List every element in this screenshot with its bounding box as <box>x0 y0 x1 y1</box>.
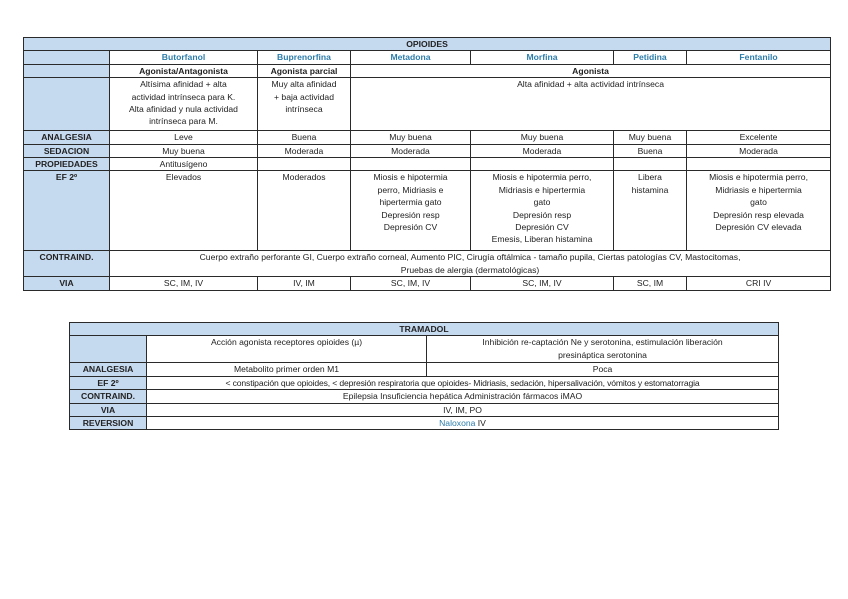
tramadol-via-cell: IV, IM, PO <box>147 403 779 416</box>
tramadol-reversion-cell <box>147 417 779 430</box>
analgesia-cell: Muy buena <box>471 131 614 144</box>
row-label-empty <box>70 336 147 363</box>
propiedades-cell: Antitusígeno <box>110 158 258 171</box>
drug-butorfanol: Butorfanol <box>110 51 258 64</box>
via-cell: SC, IM <box>614 277 687 290</box>
sedacion-cell: Moderada <box>471 144 614 157</box>
corner-cell <box>24 51 110 64</box>
via-cell: CRI IV <box>687 277 831 290</box>
mech-buprenorfina: Muy alta afinidad + baja actividad intrínseca <box>258 78 351 131</box>
ef2-row <box>24 171 831 251</box>
analgesia-row <box>24 131 831 144</box>
tramadol-ef2-row <box>70 376 779 389</box>
mechanism-row <box>24 78 831 131</box>
drug-header-row <box>24 51 831 64</box>
sedacion-cell: Buena <box>614 144 687 157</box>
opioides-title: OPIOIDES <box>24 38 831 51</box>
sedacion-row <box>24 144 831 157</box>
via-cell: SC, IM, IV <box>110 277 258 290</box>
tramadol-analgesia-left: Metabolito primer orden M1 <box>147 363 427 376</box>
reversion-route: IV <box>475 418 486 429</box>
tramadol-ef2-cell: < constipación que opioides, < depresión respiratoria que opioides- Midriasis, sedación, hipersalivación, vómitos y estomatorragia <box>147 376 779 389</box>
sedacion-cell: Moderada <box>687 144 831 157</box>
row-label-contraind: CONTRAIND. <box>70 390 147 403</box>
tramadol-via-row <box>70 403 779 416</box>
tramadol-reversion-row <box>70 417 779 430</box>
row-label-ef2: EF 2º <box>70 376 147 389</box>
opioides-table <box>23 37 831 291</box>
row-label-via: VIA <box>24 277 110 290</box>
naloxona-text: Naloxona <box>439 418 476 429</box>
tramadol-contraind-row <box>70 390 779 403</box>
ef2-cell: Elevados <box>110 171 258 251</box>
class-row <box>24 64 831 77</box>
mech-others: Alta afinidad + alta actividad intrínseca <box>351 78 831 131</box>
sedacion-cell: Moderada <box>351 144 471 157</box>
mech-butorfanol: Altísima afinidad + alta actividad intrínseca para K. Alta afinidad y nula actividad intrínseca para M. <box>110 78 258 131</box>
propiedades-cell <box>687 158 831 171</box>
ef2-cell: Miosis e hipotermia perro, Midriasis e hipertermia gato Depresión resp elevada Depresión CV elevada <box>687 171 831 251</box>
ef2-cell: Miosis e hipotermia perro, Midriasis e hipertermia gato Depresión resp Depresión CV Emesis, Liberan histamina <box>471 171 614 251</box>
propiedades-cell <box>614 158 687 171</box>
tramadol-table <box>69 322 779 430</box>
drug-buprenorfina: Buprenorfina <box>258 51 351 64</box>
row-label-sedacion: SEDACION <box>24 144 110 157</box>
row-label-contraind: CONTRAIND. <box>24 251 110 277</box>
tramadol-contraind-cell: Epilepsia Insuficiencia hepática Administración fármacos iMAO <box>147 390 779 403</box>
propiedades-cell <box>471 158 614 171</box>
drug-metadona: Metadona <box>351 51 471 64</box>
class-buprenorfina: Agonista parcial <box>258 64 351 77</box>
tramadol-analgesia-row <box>70 363 779 376</box>
tramadol-analgesia-right: Poca <box>427 363 779 376</box>
propiedades-row <box>24 158 831 171</box>
ef2-cell: Libera histamina <box>614 171 687 251</box>
drug-petidina: Petidina <box>614 51 687 64</box>
contraind-cell: Cuerpo extraño perforante GI, Cuerpo extraño corneal, Aumento PIC, Cirugía oftálmica - tamaño pupila, Ciertas patologías CV, Mastocitomas, Pruebas de alergia (dermatológicas) <box>110 251 831 277</box>
propiedades-cell <box>258 158 351 171</box>
row-label-empty <box>24 64 110 77</box>
ef2-cell: Moderados <box>258 171 351 251</box>
row-label-analgesia: ANALGESIA <box>70 363 147 376</box>
row-label-via: VIA <box>70 403 147 416</box>
via-cell: IV, IM <box>258 277 351 290</box>
drug-fentanilo: Fentanilo <box>687 51 831 64</box>
analgesia-cell: Excelente <box>687 131 831 144</box>
tramadol-mech-row <box>70 336 779 363</box>
row-label-analgesia: ANALGESIA <box>24 131 110 144</box>
sedacion-cell: Moderada <box>258 144 351 157</box>
tramadol-title: TRAMADOL <box>70 323 779 336</box>
analgesia-cell: Muy buena <box>351 131 471 144</box>
row-label-reversion: REVERSION <box>70 417 147 430</box>
via-cell: SC, IM, IV <box>351 277 471 290</box>
sedacion-cell: Muy buena <box>110 144 258 157</box>
tramadol-mech-left: Acción agonista receptores opioides (µ) <box>147 336 427 363</box>
analgesia-cell: Leve <box>110 131 258 144</box>
via-row <box>24 277 831 290</box>
row-label-empty <box>24 78 110 131</box>
ef2-cell: Miosis e hipotermia perro, Midriasis e hipertermia gato Depresión resp Depresión CV <box>351 171 471 251</box>
via-cell: SC, IM, IV <box>471 277 614 290</box>
analgesia-cell: Muy buena <box>614 131 687 144</box>
analgesia-cell: Buena <box>258 131 351 144</box>
drug-morfina: Morfina <box>471 51 614 64</box>
class-butorfanol: Agonista/Antagonista <box>110 64 258 77</box>
row-label-propiedades: PROPIEDADES <box>24 158 110 171</box>
contraind-row <box>24 251 831 277</box>
tramadol-mech-right: Inhibición re-captación Ne y serotonina, estimulación liberación presináptica serotonina <box>427 336 779 363</box>
row-label-ef2: EF 2º <box>24 171 110 251</box>
class-others: Agonista <box>351 64 831 77</box>
propiedades-cell <box>351 158 471 171</box>
